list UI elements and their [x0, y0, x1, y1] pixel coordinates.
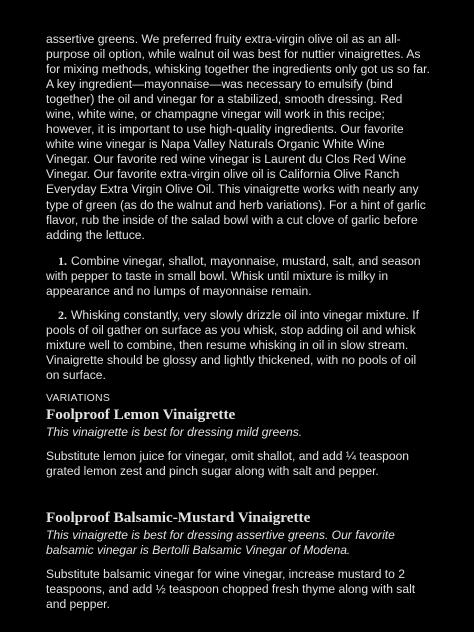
variation-instructions: Substitute lemon juice for vinegar, omit shallot, and add ¼ teaspoon grated lemon zest and pinch sugar along with salt and pepper.	[46, 449, 410, 479]
step-text: Whisking constantly, very slowly drizzle oil into vinegar mixture. If pools of oil gather on surface as you whisk, stop adding oil and whisk mixture well to combine, then resume whisking in oil in slow stream. Vinaigrette should be glossy and lightly thickened, with no pools of oil on surface.	[46, 307, 419, 382]
step-number: 1.	[58, 253, 67, 268]
step-text: Combine vinegar, shallot, mayonnaise, mustard, salt, and season with pepper to taste in small bowl. Whisk until mixture is milky in appearance and no lumps of mayonnaise remain.	[46, 253, 421, 298]
recipe-step-2	[46, 308, 432, 383]
recipe-step-1	[46, 254, 432, 299]
step-number: 2.	[58, 307, 67, 322]
variation-description: This vinaigrette is best for dressing mild greens.	[46, 425, 303, 440]
variation-description: This vinaigrette is best for dressing assertive greens. Our favorite balsamic vinegar is Bertolli Balsamic Vinegar of Modena.	[46, 528, 395, 558]
page-content	[46, 32, 432, 612]
variations-heading: VARIATIONS	[46, 392, 111, 405]
variation-title-lemon: Foolproof Lemon Vinaigrette	[46, 406, 236, 424]
intro-paragraph: assertive greens. We preferred fruity extra-virgin olive oil as an all-purpose oil option, while walnut oil was best for nuttier vinaigrettes. As for mixing methods, whisking together the ingredients only got us so far. A key ingredient—mayonnaise—was necessary to emulsify (bind together) the oil and vinegar for a stabilized, smooth dressing. Red wine, white wine, or champagne vinegar will work in this recipe; however, it is important to use high-quality ingredients. Our favorite white wine vinegar is Napa Valley Naturals Organic White Wine Vinegar. Our favorite red wine vinegar is Laurent du Clos Red Wine Vinegar. Our favorite extra-virgin olive oil is California Olive Ranch Everyday Extra Virgin Olive Oil. This vinaigrette works with nearly any type of green (as do the walnut and herb variations). For a hint of garlic flavor, rub the inside of the salad bowl with a cut clove of garlic before adding the lettuce.	[46, 32, 430, 242]
variation-instructions: Substitute balsamic vinegar for wine vinegar, increase mustard to 2 teaspoons, and add ½ teaspoon chopped fresh thyme along with salt and pepper.	[46, 567, 416, 612]
variation-title-balsamic-mustard: Foolproof Balsamic-Mustard Vinaigrette	[46, 509, 311, 527]
